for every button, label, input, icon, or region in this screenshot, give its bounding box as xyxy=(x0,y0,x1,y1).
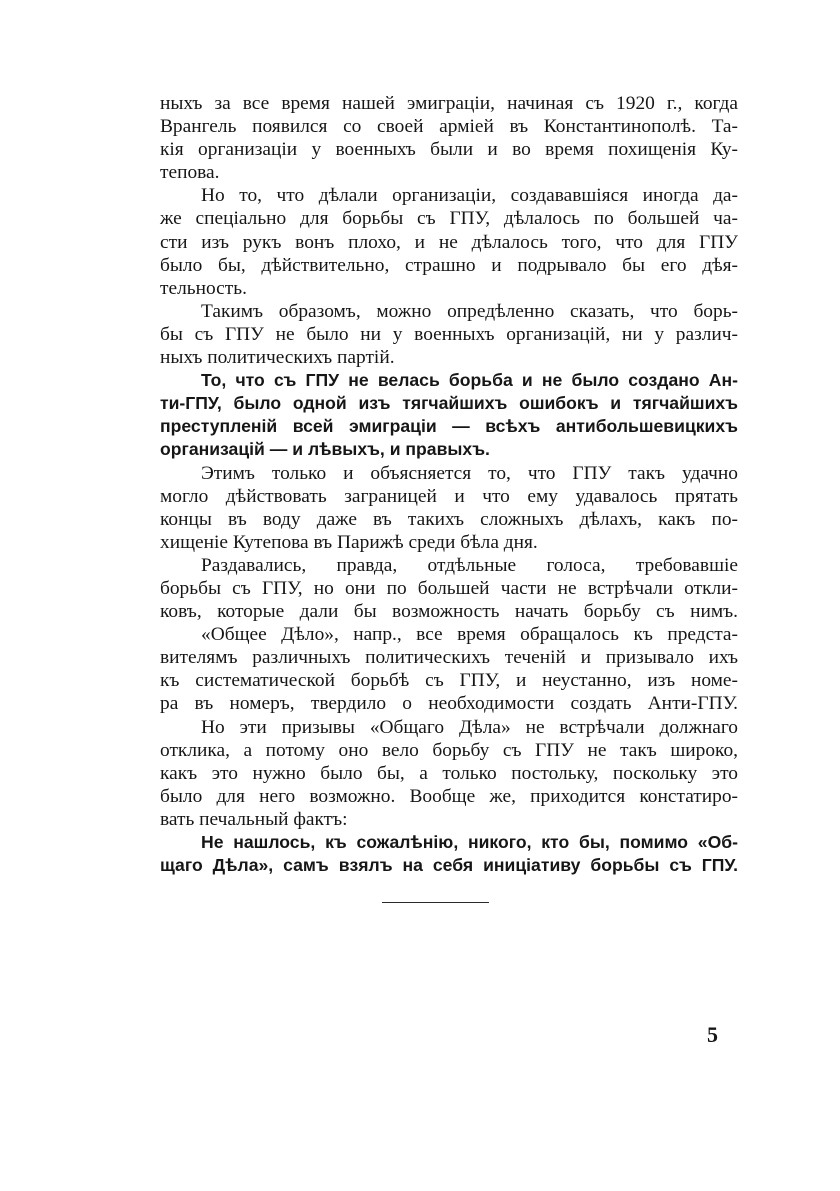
bold-text-line: организацій — и лѣвыхъ, и правыхъ. xyxy=(160,439,490,460)
text-line: было бы, дѣйствительно, страшно и подрывало бы его дѣя- xyxy=(160,254,738,276)
text-line: могло дѣйствовать заграницей и что ему удавалось прятать xyxy=(160,485,738,507)
text-line: было для него возможно. Вообще же, приходится констатиро- xyxy=(160,785,738,807)
text-line: ра въ номеръ, твердило о необходимости создать Анти-ГПУ. xyxy=(160,693,738,715)
bold-text-line: щаго Дѣла», самъ взялъ на себя иниціативу борьбы съ ГПУ. xyxy=(160,855,738,876)
text-line: бы съ ГПУ не было ни у военныхъ организацій, ни у различ- xyxy=(160,323,738,345)
text-line: отклика, а потому оно вело борьбу съ ГПУ не такъ широко, xyxy=(160,739,738,761)
page-number: 5 xyxy=(707,1022,718,1047)
text-line: концы въ воду даже въ такихъ сложныхъ дѣлахъ, какъ по- xyxy=(160,508,738,530)
text-line: «Общее Дѣло», напр., все время обращалось къ предста- xyxy=(201,624,738,646)
text-line: сти изъ рукъ вонъ плохо, и не дѣлалось того, что для ГПУ xyxy=(160,231,738,253)
body-text xyxy=(160,92,738,877)
text-line: Раздавались, правда, отдѣльные голоса, требовавшіе xyxy=(201,554,738,576)
text-line: тепова. xyxy=(160,162,220,184)
text-line: ковъ, которые дали бы возможность начать борьбу съ нимъ. xyxy=(160,601,738,623)
bold-text-line: преступленій всей эмиграціи — всѣхъ антибольшевицкихъ xyxy=(160,416,738,437)
text-line: кія организаціи у военныхъ были и во время похищенія Ку- xyxy=(160,139,738,161)
text-line: Такимъ образомъ, можно опредѣленно сказать, что борь- xyxy=(201,300,738,322)
text-line: вителямъ различныхъ политическихъ теченій и призывало ихъ xyxy=(160,647,738,669)
text-line: ныхъ за все время нашей эмиграціи, начиная съ 1920 г., когда xyxy=(160,93,738,114)
text-line: ныхъ политическихъ партій. xyxy=(160,347,395,369)
text-line: вать печальный фактъ: xyxy=(160,808,348,830)
text-line: какъ это нужно было бы, а только постольку, поскольку это xyxy=(160,762,738,784)
bold-text-line: ти-ГПУ, было одной изъ тягчайшихъ ошибокъ и тягчайшихъ xyxy=(160,393,738,414)
text-line: Но то, что дѣлали организаціи, создававшіяся иногда да- xyxy=(201,185,738,207)
text-line: Этимъ только и объясняется то, что ГПУ такъ удачно xyxy=(201,462,738,484)
text-line: же спеціально для борьбы съ ГПУ, дѣлалось по большей ча- xyxy=(160,208,738,230)
text-line: къ систематической борьбѣ съ ГПУ, и неустанно, изъ номе- xyxy=(160,670,738,692)
text-line: тельность. xyxy=(160,277,247,299)
section-divider xyxy=(382,902,489,903)
text-line: хищеніе Кутепова въ Парижѣ среди бѣла дня. xyxy=(160,531,538,553)
text-line: борьбы съ ГПУ, но они по большей части не встрѣчали откли- xyxy=(160,577,738,599)
text-line: Врангель появился со своей арміей въ Константинополѣ. Та- xyxy=(160,116,738,138)
bold-text-line: Не нашлось, къ сожалѣнію, никого, кто бы, помимо «Об- xyxy=(201,832,738,852)
bold-text-line: То, что съ ГПУ не велась борьба и не было создано Ан- xyxy=(201,370,738,391)
text-line: Но эти призывы «Общаго Дѣла» не встрѣчали должнаго xyxy=(201,716,738,738)
